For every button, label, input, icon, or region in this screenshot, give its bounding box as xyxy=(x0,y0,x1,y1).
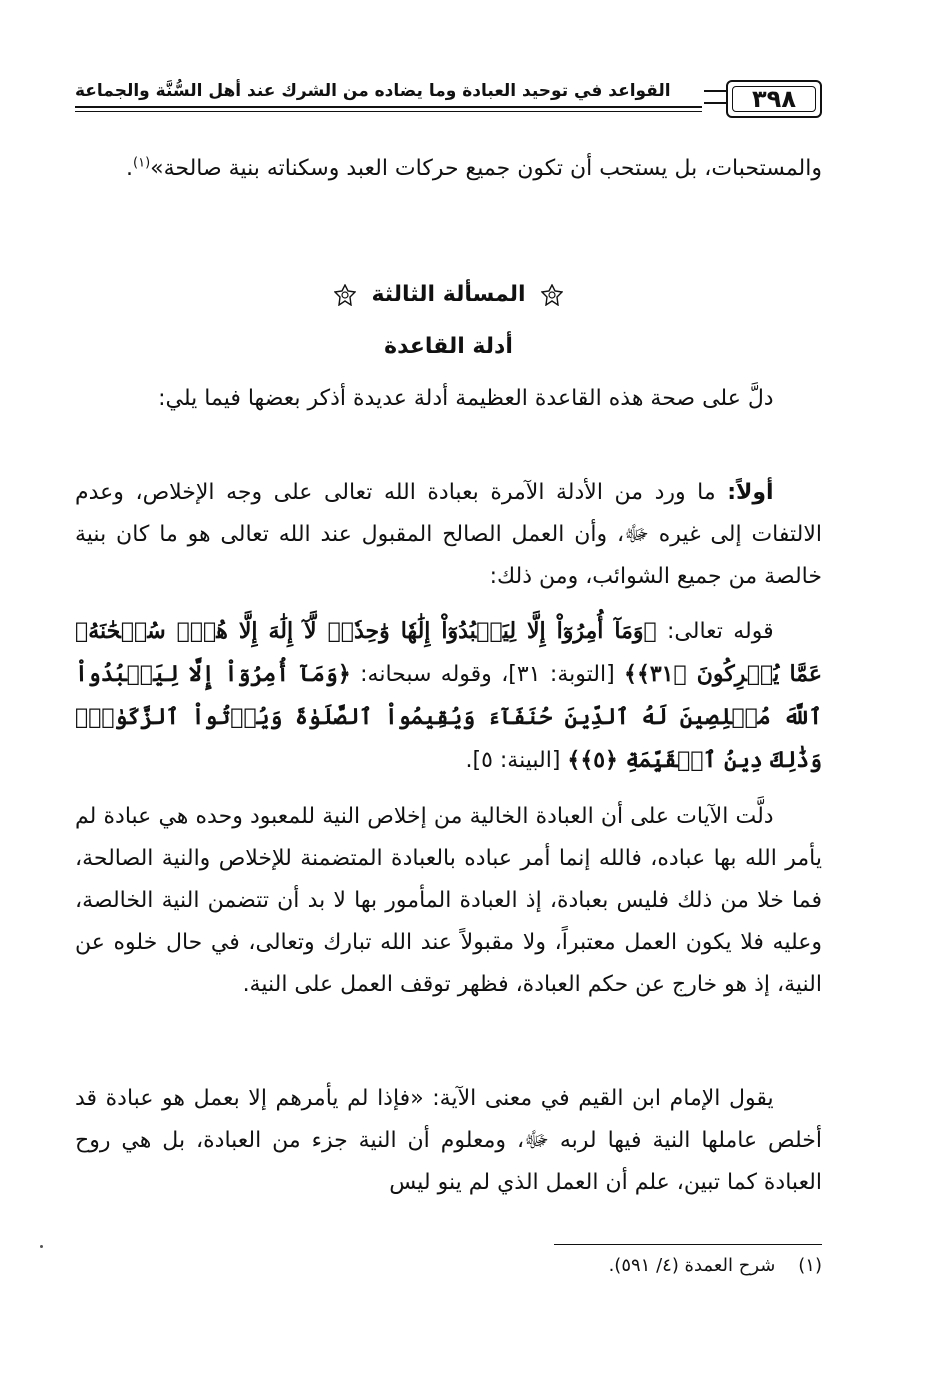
page-number-box xyxy=(726,80,822,118)
first-evidence-paragraph: أولاً: ما ورد من الأدلة الآمرة بعبادة الله تعالى على وجه الإخلاص، وعدم الالتفات إلى غيره ﷻ، وأن العمل الصالح المقبول عند الله تعالى هو ما كان بنية خالصة من جميع الشوائب، ومن ذلك: xyxy=(75,480,822,589)
scan-speck xyxy=(40,1245,43,1248)
first-lead: أولاً: xyxy=(727,480,774,505)
flower-ornament-icon xyxy=(541,284,563,306)
flower-ornament-icon xyxy=(334,284,356,306)
header-title: القواعد في توحيد العبادة وما يضاده من الشرك عند أهل السُّنَّة والجماعة xyxy=(75,81,671,101)
footnote-rule xyxy=(554,1244,822,1245)
verses-paragraph: قوله تعالى: ﴿وَمَآ أُمِرُوٓاْ إِلَّا لِيَعۡبُدُوٓاْ إِلَٰهٗا وَٰحِدٗاۖ لَّآ إِلَٰهَ إِلَّا هُوَۚ سُبۡحَٰنَهُۥ عَمَّا يُشۡرِكُونَ ﴿٣١﴾﴾ [التوبة: ٣١]، وقوله سبحانه: ﴿وَمَآ أُمِرُوٓاْ إِلَّا لِيَعۡبُدُواْ ٱللَّهَ مُخۡلِصِينَ لَهُ ٱلدِّينَ حُنَفَآءَ وَيُقِيمُواْ ٱلصَّلَوٰةَ وَيُؤۡتُواْ ٱلزَّكَوٰةَۚ وَذَٰلِكَ دِينُ ٱلۡقَيِّمَةِ ﴿٥﴾﴾ [البينة: ٥]. xyxy=(75,618,822,773)
footnote-text: شرح العمدة (٤/ ٥٩١). xyxy=(608,1255,776,1276)
section-subtitle: أدلة القاعدة xyxy=(384,334,513,359)
intro-paragraph: دلَّ على صحة هذه القاعدة العظيمة أدلة عديدة أذكر بعضها فيما يلي: xyxy=(158,386,774,411)
continuation-paragraph: والمستحبات، بل يستحب أن تكون جميع حركات العبد وسكناته بنية صالحة»$^{(١)}$. xyxy=(126,155,822,181)
header-ornament xyxy=(704,90,726,104)
header-rule xyxy=(75,106,702,108)
footnote-number: (١) xyxy=(798,1255,822,1276)
header-rule-thin xyxy=(75,111,702,112)
page-number: ٣٩٨ xyxy=(752,85,796,113)
verse-1-reference: [التوبة: ٣١] xyxy=(508,662,615,687)
section-title: المسألة الثالثة xyxy=(75,282,822,307)
ibn-qayyim-paragraph: يقول الإمام ابن القيم في معنى الآية: «فإذا لم يأمرهم إلا بعمل هو عبادة قد أخلص عاملها النية فيها لربه ﷻ، ومعلوم أن النية جزء من العبادة، بل هي روح العبادة كما تبين، علم أن العمل الذي لم ينو ليس xyxy=(75,1086,822,1195)
quran-verse-2: ﴿وَمَآ أُمِرُوٓاْ إِلَّا لِيَعۡبُدُواْ ٱللَّهَ مُخۡلِصِينَ لَهُ ٱلدِّينَ حُنَفَآءَ وَيُقِيمُواْ ٱلصَّلَوٰةَ وَيُؤۡتُواْ ٱلزَّكَوٰةَۚ وَذَٰلِكَ دِينُ ٱلۡقَيِّمَةِ ﴿٥﴾﴾ xyxy=(75,661,822,773)
verse-2-reference: [البينة: ٥]. xyxy=(465,748,561,773)
running-header xyxy=(75,78,822,118)
footnote-marker: (١) xyxy=(133,155,151,171)
footnote xyxy=(75,1255,822,1276)
quran-verse-1: ﴿وَمَآ أُمِرُوٓاْ إِلَّا لِيَعۡبُدُوٓاْ إِلَٰهٗا وَٰحِدٗاۖ لَّآ إِلَٰهَ إِلَّا هُوَۚ سُبۡحَٰنَهُۥ عَمَّا يُشۡرِكُونَ ﴿٣١﴾﴾ xyxy=(75,618,822,687)
evidence-paragraph: دلَّت الآيات على أن العبادة الخالية من إخلاص النية للمعبود وحده هي عبادة لم يأمر الله بها عباده، فالله إنما أمر عباده بالعبادة المتضمنة للإخلاص والنية الصالحة، فما خلا من ذلك فليس بعبادة، إذ العبادة المأمور بها لا بد أن تتضمن النية الخالصة، وعليه فلا يكون العمل معتبراً، ولا مقبولاً عند الله تبارك وتعالى، في حال خلوه عن النية، إذ هو خارج عن حكم العبادة، فظهر توقف العمل على النية. xyxy=(75,804,822,997)
